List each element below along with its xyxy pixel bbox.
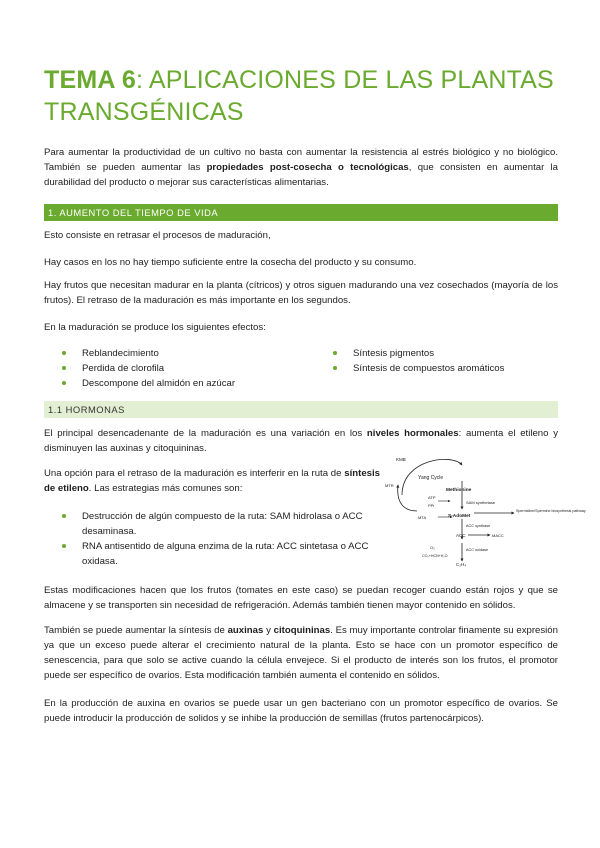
yang-cycle-arrow-left	[398, 485, 417, 511]
hormonas-paragraph-5: En la producción de auxina en ovarios se puede usar un gen bacteriano con un promotor específico de ovarios. Se puede introducir la producción de solidos y se inhibe la producción de semillas (frutos partenocárpicos).	[44, 698, 558, 724]
bullet-dot	[62, 366, 66, 370]
diagram-label: Spermidine/Spermine biosynthesis pathway	[516, 509, 586, 513]
bullet-dot	[62, 351, 66, 355]
bullet-dot	[62, 381, 66, 385]
section-1-1-heading: 1.1 HORMONAS	[44, 401, 558, 418]
hormonas-paragraph-2	[44, 466, 380, 496]
bold-text: síntesis de etileno	[44, 468, 380, 494]
text: . Es muy importante controlar finamente su expresión ya que un exceso puede alterar el crecimiento natural de la planta. Esto se hace con un promotor específico de senescencia, para que solo se active cuando la célula envejece. Si el producto de interés son los frutos, el promotor puede ser específico de ovarios. Esta modificación también aumenta el contenido en sólidos.	[44, 625, 558, 681]
list-item-text: Descompone del almidón en azúcar	[82, 378, 236, 389]
diagram-label: ACC	[456, 533, 466, 538]
list-item-text: Síntesis pigmentos	[353, 348, 435, 359]
diagram-label: ACC oxidase	[466, 548, 489, 552]
effects-list-left	[60, 346, 320, 391]
diagram-label: C₂H₄	[456, 562, 467, 567]
ethylene-biosynthesis-diagram	[382, 455, 586, 567]
diagram-label: MACC	[492, 533, 504, 538]
bullet-dot	[333, 366, 337, 370]
intro-text-end: , que consisten en aumentar la durabilidad del producto o mejorar sus características alimentarias.	[44, 162, 559, 188]
diagram-label: ATP	[428, 495, 436, 500]
bold-text: niveles hormonales	[366, 428, 459, 439]
text: y	[263, 625, 274, 636]
list-item	[60, 509, 382, 539]
section1-paragraph-2: Hay casos en los no hay tiempo suficiente entre la cosecha del producto y su consumo.	[44, 257, 417, 268]
intro-text: Para aumentar la productividad de un cultivo no basta con aumentar la resistencia al estrés biológico y no biológico. También se pueden aumentar las	[44, 147, 558, 173]
list-item-text: Reblandecimiento	[82, 348, 159, 359]
section1-paragraph-3: Hay frutos que necesitan madurar en la planta (cítricos) y otros siguen madurando una vez cosechados (mayoría de los frutos). El retraso de la maduración es más importante en los segundos.	[44, 280, 558, 306]
title-rest: : APLICACIONES DE LAS PLANTAS TRANSGÉNICAS	[44, 66, 554, 126]
bold-text: auxinas	[227, 625, 264, 636]
list-item-text: Perdida de clorofila	[82, 363, 165, 374]
diagram-label: O₂	[430, 545, 435, 550]
section1-paragraph-1: Esto consiste en retrasar el procesos de maduración,	[44, 230, 271, 241]
title-prefix: TEMA 6	[44, 66, 136, 94]
list-item-text: RNA antisentido de alguna enzima de la ruta: ACC sintetasa o ACC oxidasa.	[82, 541, 369, 567]
list-item-text: Síntesis de compuestos aromáticos	[353, 363, 505, 374]
bullet-dot	[333, 351, 337, 355]
hormonas-paragraph-1	[44, 426, 558, 456]
list-item-text: Destrucción de algún compuesto de la ruta: SAM hidrolasa o ACC desaminasa.	[82, 511, 363, 537]
strategies-list	[60, 509, 382, 569]
list-item	[60, 346, 320, 361]
hormonas-paragraph-3: Estas modificaciones hacen que los frutos (tomates en este caso) se puedan recoger cuando están rojos y que se almacene y se transporten sin necesidad de refrigeración. Además también tienen mayor contenido en sólidos.	[44, 585, 558, 611]
diagram-label: S-AdoMet	[448, 514, 471, 519]
diagram-label: Methionine	[446, 488, 472, 493]
list-item	[331, 346, 561, 361]
diagram-label: MTA	[418, 515, 427, 520]
diagram-label: KMB	[396, 457, 406, 462]
list-item	[60, 376, 320, 391]
diagram-label: CO₂+HCN+H₂O	[422, 554, 448, 558]
list-item	[331, 361, 561, 376]
section-1-heading: 1. AUMENTO DEL TIEMPO DE VIDA	[44, 204, 558, 221]
text: Una opción para el retraso de la maduración es interferir en la ruta de	[44, 468, 345, 479]
diagram-label: MTR	[385, 483, 394, 488]
list-item	[60, 361, 320, 376]
intro-bold: propiedades post-cosecha o tecnológicas	[206, 162, 409, 173]
text: También se puede aumentar la síntesis de	[44, 625, 228, 636]
bullet-dot	[62, 544, 66, 548]
bold-text: citoquininas	[273, 625, 331, 636]
diagram-label: Yang Cycle	[418, 475, 444, 481]
text: El principal desencadenante de la maduración es una variación en los	[44, 428, 367, 439]
diagram-label: ACC synthase	[466, 524, 491, 528]
diagram-label: PPi	[428, 503, 435, 508]
hormonas-paragraph-4	[44, 623, 558, 683]
intro-paragraph	[44, 145, 558, 190]
page-title	[44, 64, 564, 128]
bullet-dot	[62, 514, 66, 518]
diagram-label: SAM synthetase	[466, 500, 496, 505]
text: . Las estrategias más comunes son:	[88, 483, 243, 494]
list-item	[60, 539, 382, 569]
section1-paragraph-4: En la maduración se produce los siguientes efectos:	[44, 322, 266, 333]
text: : aumenta el etileno y disminuyen las auxinas y citoquininas.	[44, 428, 558, 454]
effects-list-right	[331, 346, 561, 376]
